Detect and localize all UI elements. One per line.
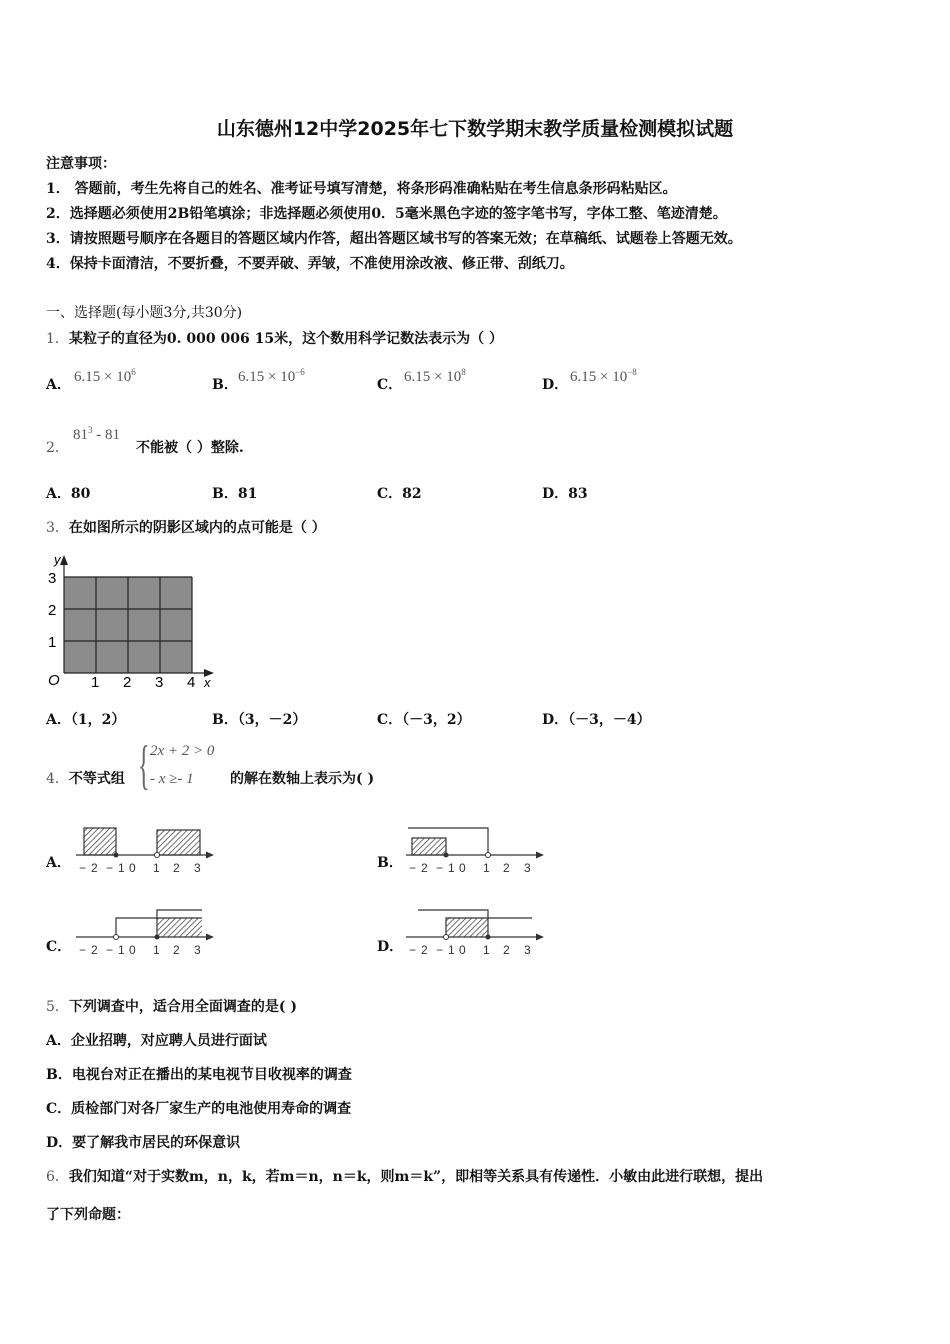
svg-text:−: − [436,943,444,957]
x-tick-label: 4 [187,674,196,690]
svg-text:1: 1 [153,943,160,957]
question-number: 1． [46,331,69,347]
q4-option-d[interactable] [377,936,403,956]
q1-option-c[interactable] [377,374,402,394]
q3-option-a[interactable]: A．（1，2） [46,712,126,728]
y-axis-label: y [54,552,61,567]
question-2 [46,437,69,457]
q5-option-b[interactable]: B．电视台对正在播出的某电视节目收视率的调查 [46,1067,352,1083]
option-label: A． [46,855,71,871]
axis-arrow [206,852,214,859]
value-exponent: 6 [131,367,136,377]
svg-text:1: 1 [153,861,160,875]
q4-option-a[interactable] [46,852,71,872]
question-number: 5． [46,999,69,1015]
expr-exponent: 3 [88,425,93,435]
value-base: 6.15 × 10 [570,369,628,385]
open-point [444,935,449,940]
question-text-continued: 了下列命题： [46,1207,130,1223]
axis-arrow [536,934,544,941]
svg-text:2: 2 [173,861,180,875]
svg-text:2: 2 [91,861,98,875]
svg-text:0: 0 [129,861,136,875]
q3-option-b[interactable]: B．（3，－2） [212,712,307,728]
expr-tail: - 81 [92,427,120,443]
question-text-after: 的解在数轴上表示为( ) [230,771,375,787]
svg-text:0: 0 [459,943,466,957]
value-exponent: 8 [461,367,466,377]
option-label: B． [377,855,403,871]
value-base: 6.15 × 10 [238,369,296,385]
solution-region-left [84,828,116,855]
q1-option-c-value [404,367,466,386]
svg-text:3: 3 [194,943,201,957]
solution-region [446,918,488,937]
q4-option-c[interactable] [46,936,71,956]
svg-text:2: 2 [503,943,510,957]
x-tick-label: 1 [91,674,100,690]
q2-option-a[interactable]: A．80 [46,486,91,502]
value-base: 6.15 × 10 [404,369,462,385]
option-label: D． [542,377,569,393]
q1-option-d[interactable] [542,374,568,394]
x-tick-label: 3 [155,674,164,690]
tick-labels [409,943,531,957]
svg-text:−: − [106,943,114,957]
x-axis-label: x [204,675,211,690]
svg-text:−: − [79,943,87,957]
q1-option-b[interactable] [212,374,238,394]
question-number: 4． [46,771,69,787]
q2-option-c[interactable]: C．82 [377,486,422,502]
axis-arrow [206,934,214,941]
solution-region-right [157,830,200,855]
svg-text:1: 1 [483,943,490,957]
question-text: 不等式组 [68,771,125,787]
svg-text:1: 1 [448,861,455,875]
closed-point [155,935,160,940]
q4-option-b-number-line [404,824,548,876]
svg-text:1: 1 [118,943,125,957]
q2-expression [73,425,120,444]
svg-text:2: 2 [421,943,428,957]
q3-option-c[interactable]: C．（－3，2） [377,712,471,728]
question-text: 某粒子的直径为0. 000 006 15米，这个数用科学记数法表示为（ ） [68,331,503,347]
y-tick-label: 3 [48,570,57,587]
y-axis-arrow [60,555,68,565]
value-exponent: −6 [295,367,305,377]
q3-coordinate-graph [44,550,222,690]
open-point [114,935,119,940]
open-point [155,853,160,858]
option-label: B． [212,377,238,393]
tick-labels [409,861,531,875]
x-tick-label: 2 [123,674,132,690]
closed-point [486,935,491,940]
svg-text:−: − [79,861,87,875]
notice-item-2: 2．选择题必须使用2B铅笔填涂；非选择题必须使用0．5毫米黑色字迹的签字笔书写，字体工整、笔迹清楚。 [46,206,727,222]
q1-option-a[interactable] [46,374,71,394]
question-text: 不能被（ ）整除. [136,440,244,456]
option-label: D． [377,939,404,955]
closed-point [444,853,449,858]
q2-option-d[interactable]: D．83 [542,486,588,502]
question-text: 我们知道“对于实数m，n，k，若m＝n，n＝k，则m＝k”，即相等关系具有传递性．小敏由此进行联想，提出 [68,1169,764,1185]
expr-base: 81 [73,427,88,443]
svg-text:1: 1 [448,943,455,957]
solution-region [412,838,446,855]
question-text: 在如图所示的阴影区域内的点可能是（ ） [68,520,326,536]
svg-text:−: − [106,861,114,875]
q4-option-c-number-line [74,906,218,958]
q5-option-c[interactable]: C．质检部门对各厂家生产的电池使用寿命的调查 [46,1101,352,1117]
notice-item-1: 1． 答题前，考生先将自己的姓名、准考证号填写清楚，将条形码准确粘贴在考生信息条形码粘贴区。 [46,181,677,197]
q1-option-a-value [74,367,136,386]
tick-labels [79,861,201,875]
axis-arrow [536,852,544,859]
value-exponent: −8 [627,367,637,377]
svg-text:3: 3 [524,861,531,875]
svg-text:−: − [409,943,417,957]
option-label: C． [377,377,403,393]
tick-labels [79,943,201,957]
svg-text:0: 0 [459,861,466,875]
question-number: 2． [46,440,69,456]
y-tick-label: 2 [48,602,57,619]
svg-text:−: − [409,861,417,875]
option-label: C． [46,939,72,955]
question-6 [46,1166,763,1186]
q4-option-d-number-line [404,906,548,958]
inequality-line-1: 2x + 2 > 0 [150,743,215,759]
q5-option-d[interactable]: D．要了解我市居民的环保意识 [46,1135,241,1151]
question-1 [46,328,503,348]
svg-text:2: 2 [421,861,428,875]
inequality-line-2: - x ≥- 1 [150,771,194,787]
value-base: 6.15 × 10 [74,369,132,385]
svg-text:1: 1 [118,861,125,875]
question-4 [46,768,125,788]
q2-option-b[interactable]: B．81 [212,486,258,502]
origin-label: O [48,672,60,689]
open-point [486,853,491,858]
question-3 [46,517,326,537]
q3-option-d[interactable]: D．（－3，－4） [542,712,651,728]
svg-text:−: − [436,861,444,875]
q4-option-b[interactable] [377,852,403,872]
closed-point [114,853,119,858]
q4-option-a-number-line [74,824,218,876]
question-5 [46,996,297,1016]
q1-option-d-value [570,367,637,386]
section-heading: 一、选择题(每小题3分,共30分) [46,305,243,321]
q1-option-b-value [238,367,305,386]
svg-text:3: 3 [524,943,531,957]
system-brace: { [138,735,150,795]
svg-text:3: 3 [194,861,201,875]
svg-text:2: 2 [503,861,510,875]
y-tick-label: 1 [48,634,57,651]
question-text: 下列调查中，适合用全面调查的是( ) [68,999,298,1015]
svg-text:2: 2 [91,943,98,957]
notice-item-4: 4．保持卡面清洁，不要折叠，不要弄破、弄皱，不准使用涂改液、修正带、刮纸刀。 [46,256,574,272]
svg-text:2: 2 [173,943,180,957]
svg-text:1: 1 [483,861,490,875]
svg-text:0: 0 [129,943,136,957]
q5-option-a[interactable]: A．企业招聘，对应聘人员进行面试 [46,1033,267,1049]
page-title: 山东德州12中学2025年七下数学期末教学质量检测模拟试题 [216,118,734,140]
solution-region [157,918,202,937]
option-label: A． [46,377,71,393]
question-number: 6． [46,1169,69,1185]
notice-heading: 注意事项： [46,156,116,172]
question-number: 3． [46,520,69,536]
notice-item-3: 3．请按照题号顺序在各题目的答题区域内作答，超出答题区域书写的答案无效；在草稿纸、试题卷上答题无效。 [46,231,742,247]
